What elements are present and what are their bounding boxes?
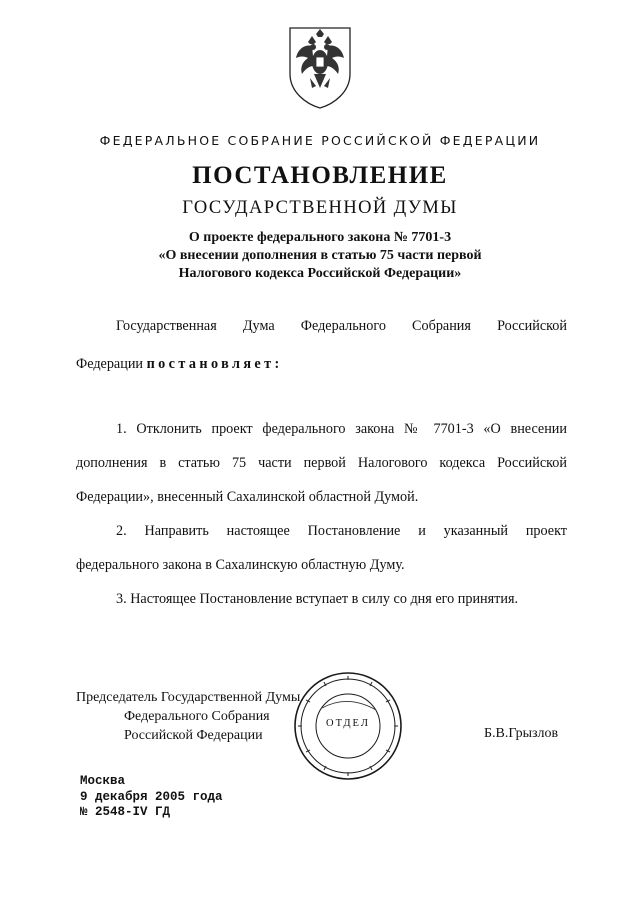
signer-title-line: Федерального Собрания [124,709,270,724]
preamble [76,318,567,376]
subject-line: Налогового кодекса Российской Федерации» [178,266,462,281]
preamble-word: Федерального [300,318,386,334]
coat-of-arms-icon [286,22,354,110]
preamble-word: Российской [497,318,567,334]
preamble-word: Дума [242,318,275,334]
document-type-title: ПОСТАНОВЛЕНИЕ [192,162,448,189]
resolves-word: постановляет: [146,356,283,372]
document-number: № 2548-IV ГД [80,805,171,819]
subject-line: «О внесении дополнения в статью 75 части первой [158,248,482,263]
signer-name: Б.В.Грызлов [484,726,559,741]
item-line: дополнения в статью 75 части первой Налогового кодекса Российской [76,455,567,471]
date-of-signing: 9 декабря 2005 года [80,789,223,804]
preamble-line [76,318,567,338]
signer-title-line: Российской Федерации [124,728,263,743]
document-footer [80,774,223,821]
resolution-item [76,412,567,514]
issuing-body-title: ГОСУДАРСТВЕННОЙ ДУМЫ [182,198,458,218]
official-stamp [292,670,404,782]
item-line: 2. Направить настоящее Постановление и указанный проект [116,523,567,539]
resolution-items [76,412,567,616]
preamble-line [76,356,567,376]
subject-line: О проекте федерального закона № 7701-3 [188,230,452,245]
signature-block [76,688,300,745]
stamp-text: ОТДЕЛ [326,718,370,729]
document-subject [0,229,640,283]
preamble-prefix: Федерации [76,356,144,372]
item-line: федерального закона в Сахалинскую областную Думу. [76,557,405,573]
item-line: 3. Настоящее Постановление вступает в силу со дня его принятия. [116,591,519,607]
preamble-word: Собрания [412,318,471,334]
signer-title-line: Председатель Государственной Думы [76,690,301,705]
preamble-word: Государственная [116,318,217,334]
item-line: 1. Отклонить проект федерального закона № 7701-3 «О внесении [116,421,567,437]
resolution-item [76,514,567,582]
item-line: Федерации», внесенный Сахалинской областной Думой. [76,489,419,505]
resolution-item [76,582,567,616]
organization-title: ФЕДЕРАЛЬНОЕ СОБРАНИЕ РОССИЙСКОЙ ФЕДЕРАЦИИ [99,133,541,148]
place-of-signing: Москва [80,774,126,788]
